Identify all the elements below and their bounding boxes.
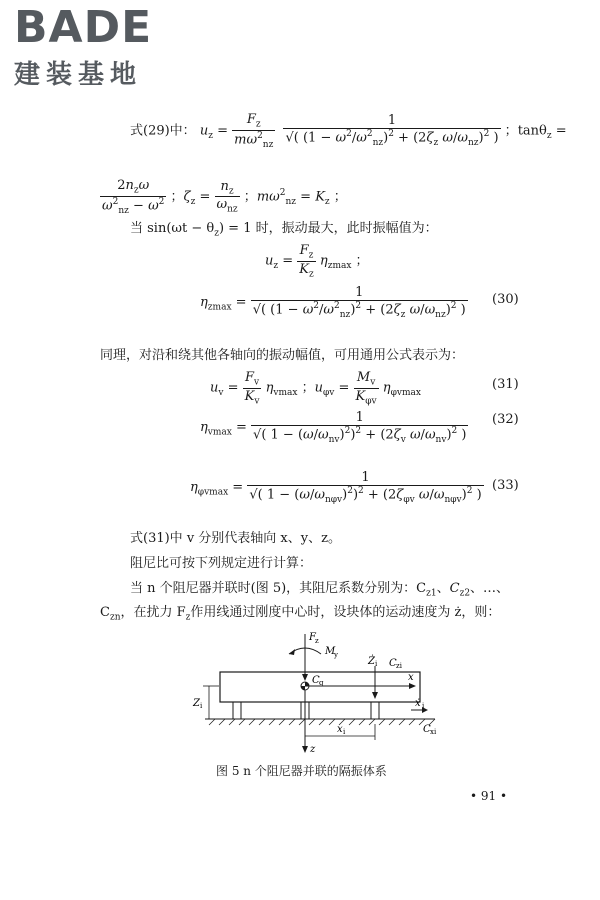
- equation-number-30: (30): [492, 292, 519, 307]
- label-zdim: Z: [193, 698, 200, 709]
- formula-32: $\eta_{vmax}$ = $\frac{1}{√( 1 - (\omega/\omega_{nv})^2)^2 + (2\zeta_v \omega/\omega_{nv})^2 )}$: [200, 410, 467, 445]
- max-vibration-intro: 当 sin(ωt − θ: [130, 221, 215, 236]
- svg-text:y: y: [334, 651, 338, 659]
- svg-text:i: i: [343, 728, 346, 736]
- page-number: • 91 •: [470, 789, 508, 803]
- max-vibration-rest: ) = 1 时，振动最大，此时振幅值为：: [218, 221, 438, 236]
- formula-31: $u_v$ = $\frac{F_v}{K_v}$ $\eta_{vmax}$ ；$u_{\varphi v}$ = $\frac{M_v}{K_{\varphi v}}$ $\eta_{\varphi vmax}$: [210, 370, 421, 407]
- formula-33: $\eta_{\varphi vmax}$ = $\frac{1}{√( 1 - (\omega/\omega_{n\varphi v})^2)^2 + (2\zeta_{\varphi v} \omega/\omega_{n\varphi v})^2 )}$: [190, 470, 482, 505]
- equation-number-31: (31): [492, 377, 519, 392]
- formula-29-terms-2: $\frac{2n_z\omega}{\omega^2_{nz} - \omega^2}$ ；$\zeta_z$ = $\frac{n_z}{\omega_{nz}}$ ；$m\omega^2_{nz} = K_z$ ；: [102, 178, 347, 216]
- label-xi: ẋ: [415, 698, 421, 709]
- svg-text:zi: zi: [396, 662, 402, 670]
- formula-uz: $u_z$ = $\frac{F_z}{K_z}$ $\eta_{zmax}$ ；: [265, 243, 369, 280]
- figure-caption: 图 5 n 个阻尼器并联的隔振体系: [216, 764, 387, 778]
- svg-text:g: g: [319, 679, 324, 687]
- paragraph-parallel-2: $C_{zn}$，在扰力 $F_z$作用线通过刚度中心时，设块体的运动速度为 ż，则：: [100, 605, 501, 623]
- svg-text:i: i: [200, 702, 203, 710]
- parallel-text-2: C: [100, 605, 110, 620]
- label-zi: Ż: [368, 656, 375, 667]
- paragraph-damping: 阻尼比可按下列规定进行计算：: [130, 556, 313, 571]
- svg-text:i: i: [375, 660, 378, 668]
- formula-29-terms: 式(29)中： $u_z$ = $\frac{F_z}{m\omega^2_{nz}}$ $\frac{1}{√( (1 - \omega^2/\omega^2_{nz})^2 + (2\zeta_z \omega/\omega_{nz})^2 )}$ ；tanθ$_z$ =: [130, 112, 567, 150]
- equation-number-32: (32): [492, 412, 519, 427]
- figure-5-damper-diagram: [185, 628, 445, 756]
- svg-text:i: i: [422, 702, 425, 710]
- label-x: x: [408, 672, 414, 683]
- svg-text:z: z: [315, 637, 319, 645]
- svg-text:xi: xi: [430, 728, 437, 736]
- parallel-text-4: 作用线通过刚度中心时，设块体的运动速度为 ż，则：: [190, 605, 501, 620]
- label-xdim: x: [337, 724, 343, 735]
- paragraph-parallel-1: 当 n 个阻尼器并联时(图 5)，其阻尼系数分别为：$C_{z1}$、$C_{z2}$、…、: [130, 581, 510, 599]
- label-my: M: [325, 646, 336, 657]
- equation-number-33: (33): [492, 478, 519, 493]
- isolation-block: [220, 672, 420, 702]
- logo-subtitle: 建装基地: [14, 60, 143, 90]
- damper-right: [371, 702, 379, 719]
- ground-hatching: [209, 719, 435, 725]
- label-z: z: [310, 744, 316, 755]
- parallel-text-3: ，在扰力 F: [120, 605, 186, 620]
- parallel-text-1: 当 n 个阻尼器并联时(图 5)，其阻尼系数分别为：C: [130, 581, 427, 596]
- damper-left: [233, 702, 241, 719]
- label-cxi: C: [423, 724, 431, 735]
- paragraph-axis: 式(31)中 v 分别代表轴向 x、y、z。: [130, 531, 341, 546]
- logo-text: BADE: [14, 2, 153, 53]
- tan-label: tanθ: [517, 123, 547, 139]
- label-cg: C: [312, 675, 320, 686]
- max-vibration-line: 当 $\sin(\omega t - \theta_z) = 1$ 时，振动最大，此时振幅值为：: [130, 221, 438, 239]
- formula-29-prefix: 式(29)中：: [130, 123, 196, 139]
- brand-logo: [14, 2, 153, 91]
- label-czi: C: [389, 658, 397, 669]
- paragraph-general-formula: 同理，对沿和绕其他各轴向的振动幅值，可用通用公式表示为：: [100, 348, 465, 363]
- formula-30: $\eta_{zmax}$ = $\frac{1}{√( (1 - \omega^2/\omega^2_{nz})^2 + (2\zeta_z \omega/\omega_{nz})^2 )}$: [200, 285, 466, 320]
- label-fz: F: [309, 632, 316, 643]
